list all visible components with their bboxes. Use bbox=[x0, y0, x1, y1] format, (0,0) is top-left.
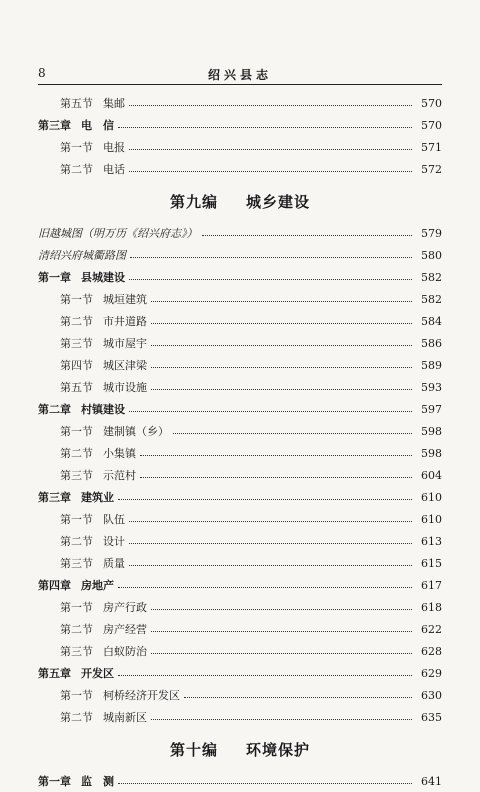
leader-dots bbox=[151, 344, 412, 346]
entry-title: 房地产 bbox=[81, 579, 114, 592]
entry-page-number: 579 bbox=[421, 226, 442, 240]
leader-dots bbox=[129, 410, 412, 412]
leader-dots bbox=[173, 432, 412, 434]
leader-dots bbox=[151, 630, 412, 632]
entry-label: 旧越城图（明万历《绍兴府志》） bbox=[38, 227, 198, 240]
part-heading bbox=[38, 728, 442, 770]
leader-dots bbox=[118, 498, 412, 500]
entry-label: 第一章 县城建设 bbox=[38, 271, 125, 284]
entry-label: 第二节 房产经营 bbox=[60, 623, 147, 636]
toc-section-entry[interactable] bbox=[38, 136, 442, 158]
entry-title: 城市设施 bbox=[103, 381, 147, 394]
entry-label: 第四节 城区津梁 bbox=[60, 359, 147, 372]
entry-title: 市井道路 bbox=[103, 315, 147, 328]
part-label: 第九编 bbox=[169, 192, 218, 211]
entry-label: 第一节 队伍 bbox=[60, 513, 125, 526]
entry-label: 第二章 村镇建设 bbox=[38, 403, 125, 416]
entry-page-number: 570 bbox=[421, 118, 442, 132]
leader-dots bbox=[118, 126, 412, 128]
entry-page-number: 615 bbox=[421, 556, 442, 570]
entry-label: 第二节 市井道路 bbox=[60, 315, 147, 328]
entry-title: 柯桥经济开发区 bbox=[103, 689, 180, 702]
toc-section-entry[interactable] bbox=[38, 442, 442, 464]
toc-section-entry[interactable] bbox=[38, 464, 442, 486]
part-label: 第十编 bbox=[169, 740, 218, 759]
entry-page-number: 610 bbox=[421, 490, 442, 504]
entry-page-number: 641 bbox=[421, 774, 442, 788]
entry-title: 城南新区 bbox=[103, 711, 147, 724]
entry-title: 集邮 bbox=[103, 97, 125, 110]
toc-section-entry[interactable] bbox=[38, 618, 442, 640]
leader-dots bbox=[130, 256, 412, 258]
entry-title: 房产行政 bbox=[103, 601, 147, 614]
entry-label: 第三节 示范村 bbox=[60, 469, 136, 482]
entry-page-number: 622 bbox=[421, 622, 442, 636]
entry-title: 监 测 bbox=[81, 775, 114, 788]
entry-label: 第二节 设计 bbox=[60, 535, 125, 548]
leader-dots bbox=[184, 696, 412, 698]
toc-section-entry[interactable] bbox=[38, 530, 442, 552]
entry-page-number: 604 bbox=[421, 468, 442, 482]
toc-section-entry[interactable] bbox=[38, 92, 442, 114]
entry-page-number: 618 bbox=[421, 600, 442, 614]
entry-label: 第一节 柯桥经济开发区 bbox=[60, 689, 180, 702]
leader-dots bbox=[118, 586, 412, 588]
entry-title: 县城建设 bbox=[81, 271, 125, 284]
toc-chapter-entry[interactable] bbox=[38, 662, 442, 684]
leader-dots bbox=[129, 148, 412, 150]
leader-dots bbox=[129, 542, 412, 544]
leader-dots bbox=[129, 170, 412, 172]
entry-label: 清绍兴府城衢路图 bbox=[38, 249, 126, 262]
toc-section-entry[interactable] bbox=[38, 508, 442, 530]
leader-dots bbox=[129, 564, 412, 566]
toc-map-entry[interactable] bbox=[38, 244, 442, 266]
entry-label: 第三章 建筑业 bbox=[38, 491, 114, 504]
entry-page-number: 593 bbox=[421, 380, 442, 394]
leader-dots bbox=[151, 300, 412, 302]
toc-section-entry[interactable] bbox=[38, 706, 442, 728]
entry-label: 第二节 小集镇 bbox=[60, 447, 136, 460]
entry-page-number: 617 bbox=[421, 578, 442, 592]
part-title: 环境保护 bbox=[246, 740, 311, 759]
toc-section-entry[interactable] bbox=[38, 596, 442, 618]
table-of-contents bbox=[38, 92, 442, 792]
entry-label: 第五章 开发区 bbox=[38, 667, 114, 680]
entry-title: 电话 bbox=[103, 163, 125, 176]
toc-section-entry[interactable] bbox=[38, 376, 442, 398]
entry-label: 第二节 电话 bbox=[60, 163, 125, 176]
entry-page-number: 586 bbox=[421, 336, 442, 350]
entry-page-number: 589 bbox=[421, 358, 442, 372]
entry-title: 建筑业 bbox=[81, 491, 114, 504]
toc-chapter-entry[interactable] bbox=[38, 266, 442, 288]
toc-section-entry[interactable] bbox=[38, 684, 442, 706]
entry-label: 第五节 城市设施 bbox=[60, 381, 147, 394]
toc-section-entry[interactable] bbox=[38, 552, 442, 574]
entry-page-number: 571 bbox=[421, 140, 442, 154]
entry-title: 城垣建筑 bbox=[103, 293, 147, 306]
entry-label: 第三节 质量 bbox=[60, 557, 125, 570]
entry-page-number: 630 bbox=[421, 688, 442, 702]
leader-dots bbox=[151, 718, 412, 720]
leader-dots bbox=[140, 476, 412, 478]
entry-page-number: 582 bbox=[421, 292, 442, 306]
entry-title: 建制镇（乡） bbox=[103, 425, 169, 438]
page-number: 8 bbox=[38, 66, 46, 80]
entry-label: 第三节 白蚁防治 bbox=[60, 645, 147, 658]
entry-page-number: 629 bbox=[421, 666, 442, 680]
entry-page-number: 628 bbox=[421, 644, 442, 658]
toc-section-entry[interactable] bbox=[38, 158, 442, 180]
toc-section-entry[interactable] bbox=[38, 332, 442, 354]
entry-title: 设计 bbox=[103, 535, 125, 548]
entry-page-number: 570 bbox=[421, 96, 442, 110]
leader-dots bbox=[129, 104, 412, 106]
leader-dots bbox=[151, 366, 412, 368]
entry-title: 开发区 bbox=[81, 667, 114, 680]
entry-title: 队伍 bbox=[103, 513, 125, 526]
entry-page-number: 572 bbox=[421, 162, 442, 176]
entry-title: 城区津梁 bbox=[103, 359, 147, 372]
leader-dots bbox=[151, 652, 412, 654]
entry-title: 示范村 bbox=[103, 469, 136, 482]
entry-title: 城市屋宇 bbox=[103, 337, 147, 350]
entry-title: 质量 bbox=[103, 557, 125, 570]
page-header bbox=[38, 64, 442, 85]
entry-label: 第五节 集邮 bbox=[60, 97, 125, 110]
toc-map-entry[interactable] bbox=[38, 222, 442, 244]
entry-label: 第三章 电 信 bbox=[38, 119, 114, 132]
toc-section-entry[interactable] bbox=[38, 354, 442, 376]
leader-dots bbox=[140, 454, 412, 456]
entry-page-number: 598 bbox=[421, 424, 442, 438]
leader-dots bbox=[129, 520, 412, 522]
entry-label: 第三节 城市屋宇 bbox=[60, 337, 147, 350]
entry-page-number: 635 bbox=[421, 710, 442, 724]
entry-label: 第一节 房产行政 bbox=[60, 601, 147, 614]
entry-title: 电 信 bbox=[81, 119, 114, 132]
entry-page-number: 584 bbox=[421, 314, 442, 328]
entry-label: 第一节 电报 bbox=[60, 141, 125, 154]
entry-title: 房产经营 bbox=[103, 623, 147, 636]
entry-page-number: 613 bbox=[421, 534, 442, 548]
leader-dots bbox=[118, 782, 412, 784]
leader-dots bbox=[118, 674, 412, 676]
running-title: 绍兴县志 bbox=[207, 68, 272, 82]
toc-section-entry[interactable] bbox=[38, 310, 442, 332]
entry-page-number: 598 bbox=[421, 446, 442, 460]
toc-chapter-entry[interactable] bbox=[38, 114, 442, 136]
entry-label: 第一节 城垣建筑 bbox=[60, 293, 147, 306]
leader-dots bbox=[151, 388, 412, 390]
entry-label: 第二节 城南新区 bbox=[60, 711, 147, 724]
entry-page-number: 580 bbox=[421, 248, 442, 262]
toc-section-entry[interactable] bbox=[38, 640, 442, 662]
toc-chapter-entry[interactable] bbox=[38, 398, 442, 420]
toc-chapter-entry[interactable] bbox=[38, 574, 442, 596]
entry-label: 第一节 建制镇（乡） bbox=[60, 425, 169, 438]
entry-title: 白蚁防治 bbox=[103, 645, 147, 658]
toc-section-entry[interactable] bbox=[38, 288, 442, 310]
part-heading bbox=[38, 180, 442, 222]
entry-page-number: 582 bbox=[421, 270, 442, 284]
entry-page-number: 610 bbox=[421, 512, 442, 526]
toc-section-entry[interactable] bbox=[38, 420, 442, 442]
entry-title: 村镇建设 bbox=[81, 403, 125, 416]
entry-title: 小集镇 bbox=[103, 447, 136, 460]
leader-dots bbox=[202, 234, 413, 236]
entry-title: 电报 bbox=[103, 141, 125, 154]
entry-label: 第四章 房地产 bbox=[38, 579, 114, 592]
leader-dots bbox=[151, 322, 412, 324]
toc-chapter-entry[interactable] bbox=[38, 770, 442, 792]
toc-chapter-entry[interactable] bbox=[38, 486, 442, 508]
entry-label: 第一章 监 测 bbox=[38, 775, 114, 788]
entry-page-number: 597 bbox=[421, 402, 442, 416]
leader-dots bbox=[151, 608, 412, 610]
leader-dots bbox=[129, 278, 412, 280]
part-title: 城乡建设 bbox=[246, 192, 311, 211]
